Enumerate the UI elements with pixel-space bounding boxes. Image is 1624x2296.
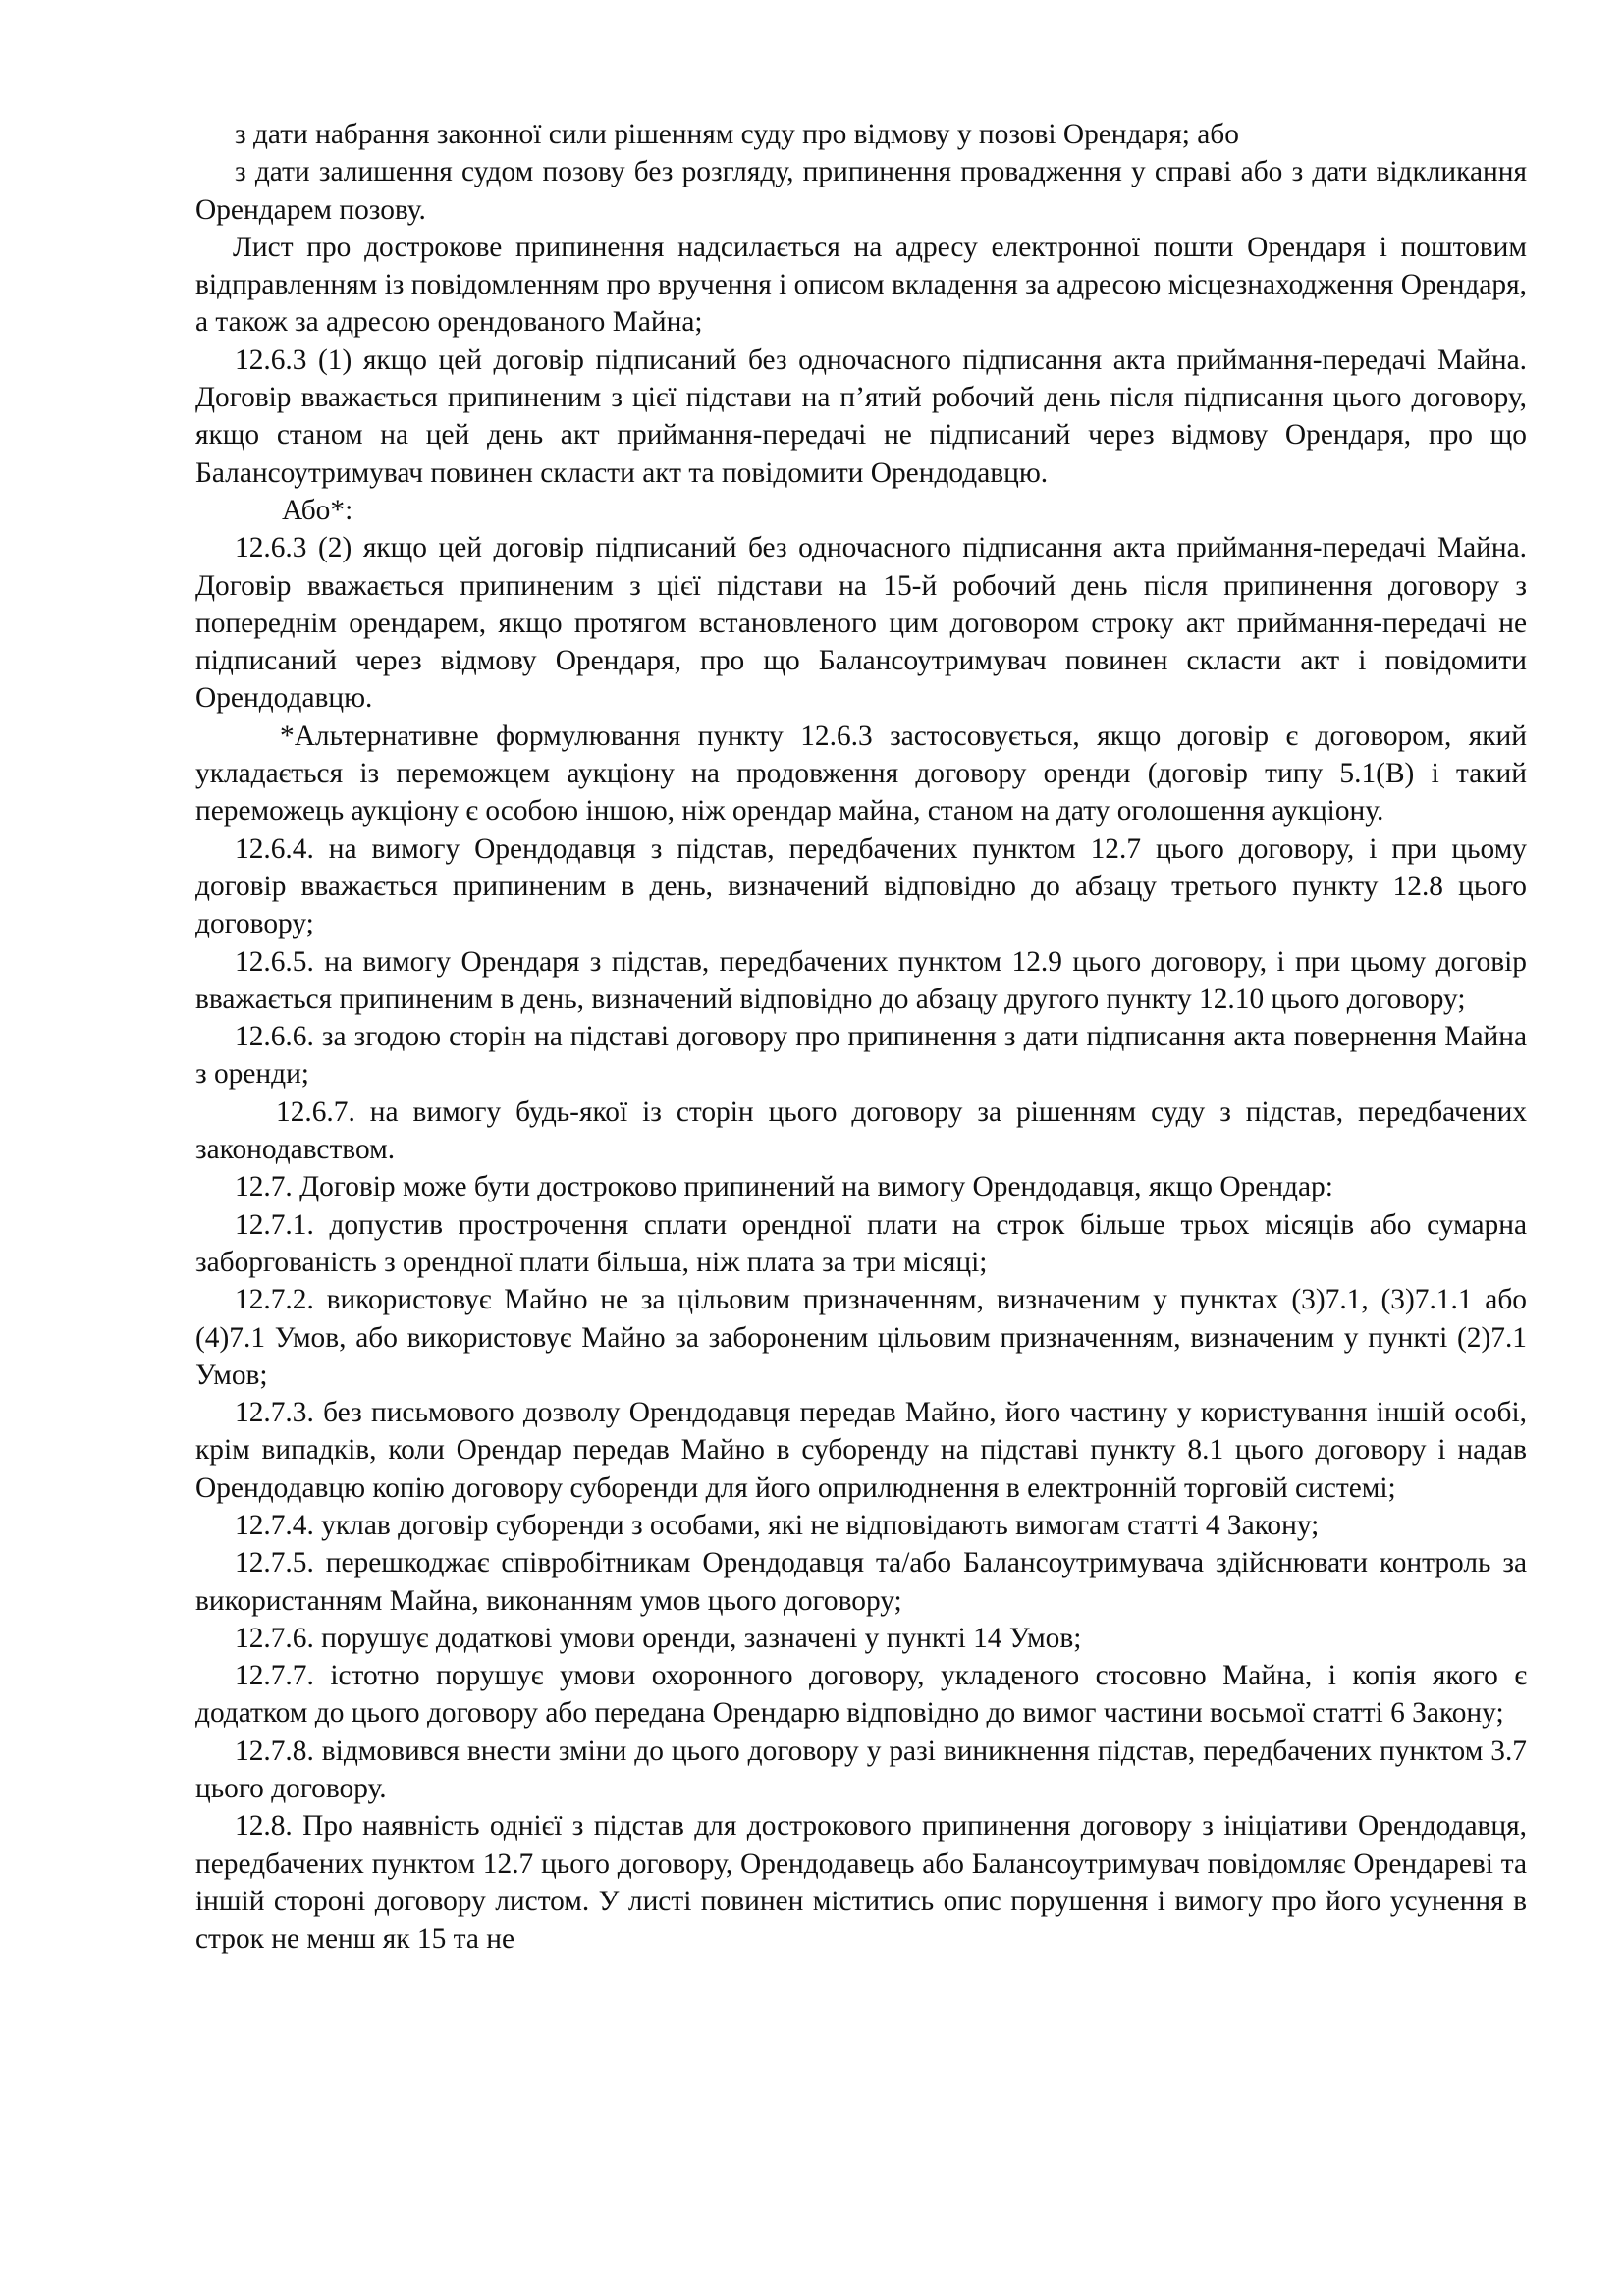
paragraph-court-refusal: з дати набрання законної сили рішенням суду про відмову у позові Орендаря; або	[235, 119, 1239, 150]
paragraph-12-7-6: 12.7.6. порушує додаткові умови оренди, зазначені у пункті 14 Умов;	[235, 1622, 1082, 1654]
paragraph-12-6-3-1: 12.6.3 (1) якщо цей договір підписаний без одночасного підписання акта приймання-передачі Майна. Договір вважається припиненим з цієї підстави на п’ятий робочий день після підписання цього договору, якщо станом на цей день акт приймання-передачі не підписаний через відмову Орендаря, про що Балансоутримувач повинен скласти акт та повідомити Орендодавцю.	[195, 344, 1527, 489]
paragraph-12-7-5: 12.7.5. перешкоджає співробітникам Орендодавця та/або Балансоутримувача здійснювати контроль за використанням Майна, виконанням умов цього договору;	[195, 1547, 1527, 1617]
paragraph-12-6-3-2: 12.6.3 (2) якщо цей договір підписаний без одночасного підписання акта приймання-передачі Майна. Договір вважається припиненим з цієї підстави на 15-й робочий день після припинення договору з попереднім орендарем, якщо протягом встановленого цим договором строку акт приймання-передачі не підписаний через відмову Орендаря, про що Балансоутримувач повинен скласти акт і повідомити Орендодавцю.	[195, 532, 1527, 715]
paragraph-12-6-7: 12.6.7. на вимогу будь-якої із сторін цього договору за рішенням суду з підстав, передбачених законодавством.	[195, 1095, 1527, 1166]
paragraph-12-7: 12.7. Договір може бути достроково припинений на вимогу Орендодавця, якщо Орендар:	[235, 1171, 1333, 1203]
document-page	[195, 116, 1527, 1958]
paragraph-12-7-8: 12.7.8. відмовився внести зміни до цього договору у разі виникнення підстав, передбачених пунктом 3.7 цього договору.	[195, 1735, 1527, 1805]
paragraph-12-7-3: 12.7.3. без письмового дозволу Орендодавця передав Майно, його частину у користування іншій особі, крім випадків, коли Орендар передав Майно в суборенду на підставі пункту 8.1 цього договору і надав Орендодавцю копію договору суборенди для його оприлюднення в електронній торговій системі;	[195, 1397, 1527, 1504]
paragraph-or: Або*:	[282, 494, 353, 526]
paragraph-12-7-2: 12.7.2. використовує Майно не за цільовим призначенням, визначеним у пунктах (3)7.1, (3)7.1.1 або (4)7.1 Умов, або використовує Майно за забороненим цільовим призначенням, визначеним у пункті (2)7.1 Умов;	[195, 1284, 1527, 1391]
paragraph-12-7-7: 12.7.7. істотно порушує умови охоронного договору, укладеного стосовно Майна, і копія якого є додатком до цього договору або передана Орендарю відповідно до вимог частини восьмої статті 6 Закону;	[195, 1660, 1527, 1730]
paragraph-12-7-4: 12.7.4. уклав договір суборенди з особами, які не відповідають вимогам статті 4 Закону;	[235, 1509, 1320, 1541]
paragraph-claim-left-unconsidered: з дати залишення судом позову без розгляду, припинення провадження у справі або з дати відкликання Орендарем позову.	[195, 156, 1527, 226]
paragraph-12-8: 12.8. Про наявність однієї з підстав для дострокового припинення договору з ініціативи Орендодавця, передбачених пунктом 12.7 цього договору, Орендодавець або Балансоутримувач повідомляє Орендареві та іншій стороні договору листом. У листі повинен міститись опис порушення і вимогу про його усунення в строк не менш як 15 та не	[195, 1810, 1527, 1955]
paragraph-12-7-1: 12.7.1. допустив прострочення сплати орендної плати на строк більше трьох місяців або сумарна заборгованість з орендної плати більша, ніж плата за три місяці;	[195, 1208, 1527, 1278]
paragraph-alternative-note: *Альтернативне формулювання пункту 12.6.3 застосовується, якщо договір є договором, який укладається із переможцем аукціону на продовження договору оренди (договір типу 5.1(В) і такий переможець аукціону є особою іншою, ніж орендар майна, станом на дату оголошення аукціону.	[195, 720, 1527, 828]
paragraph-12-6-6: 12.6.6. за згодою сторін на підставі договору про припинення з дати підписання акта повернення Майна з оренди;	[195, 1021, 1527, 1091]
paragraph-12-6-4: 12.6.4. на вимогу Орендодавця з підстав, передбачених пунктом 12.7 цього договору, і при цьому договір вважається припиненим в день, визначений відповідно до абзацу третього пункту 12.8 цього договору;	[195, 832, 1527, 940]
paragraph-12-6-5: 12.6.5. на вимогу Орендаря з підстав, передбачених пунктом 12.9 цього договору, і при цьому договір вважається припиненим в день, визначений відповідно до абзацу другого пункту 12.10 цього договору;	[195, 945, 1527, 1015]
paragraph-termination-letter: Лист про дострокове припинення надсилається на адресу електронної пошти Орендаря і поштовим відправленням із повідомленням про вручення і описом вкладення за адресою місцезнаходження Орендаря, а також за адресою орендованого Майна;	[195, 231, 1527, 339]
